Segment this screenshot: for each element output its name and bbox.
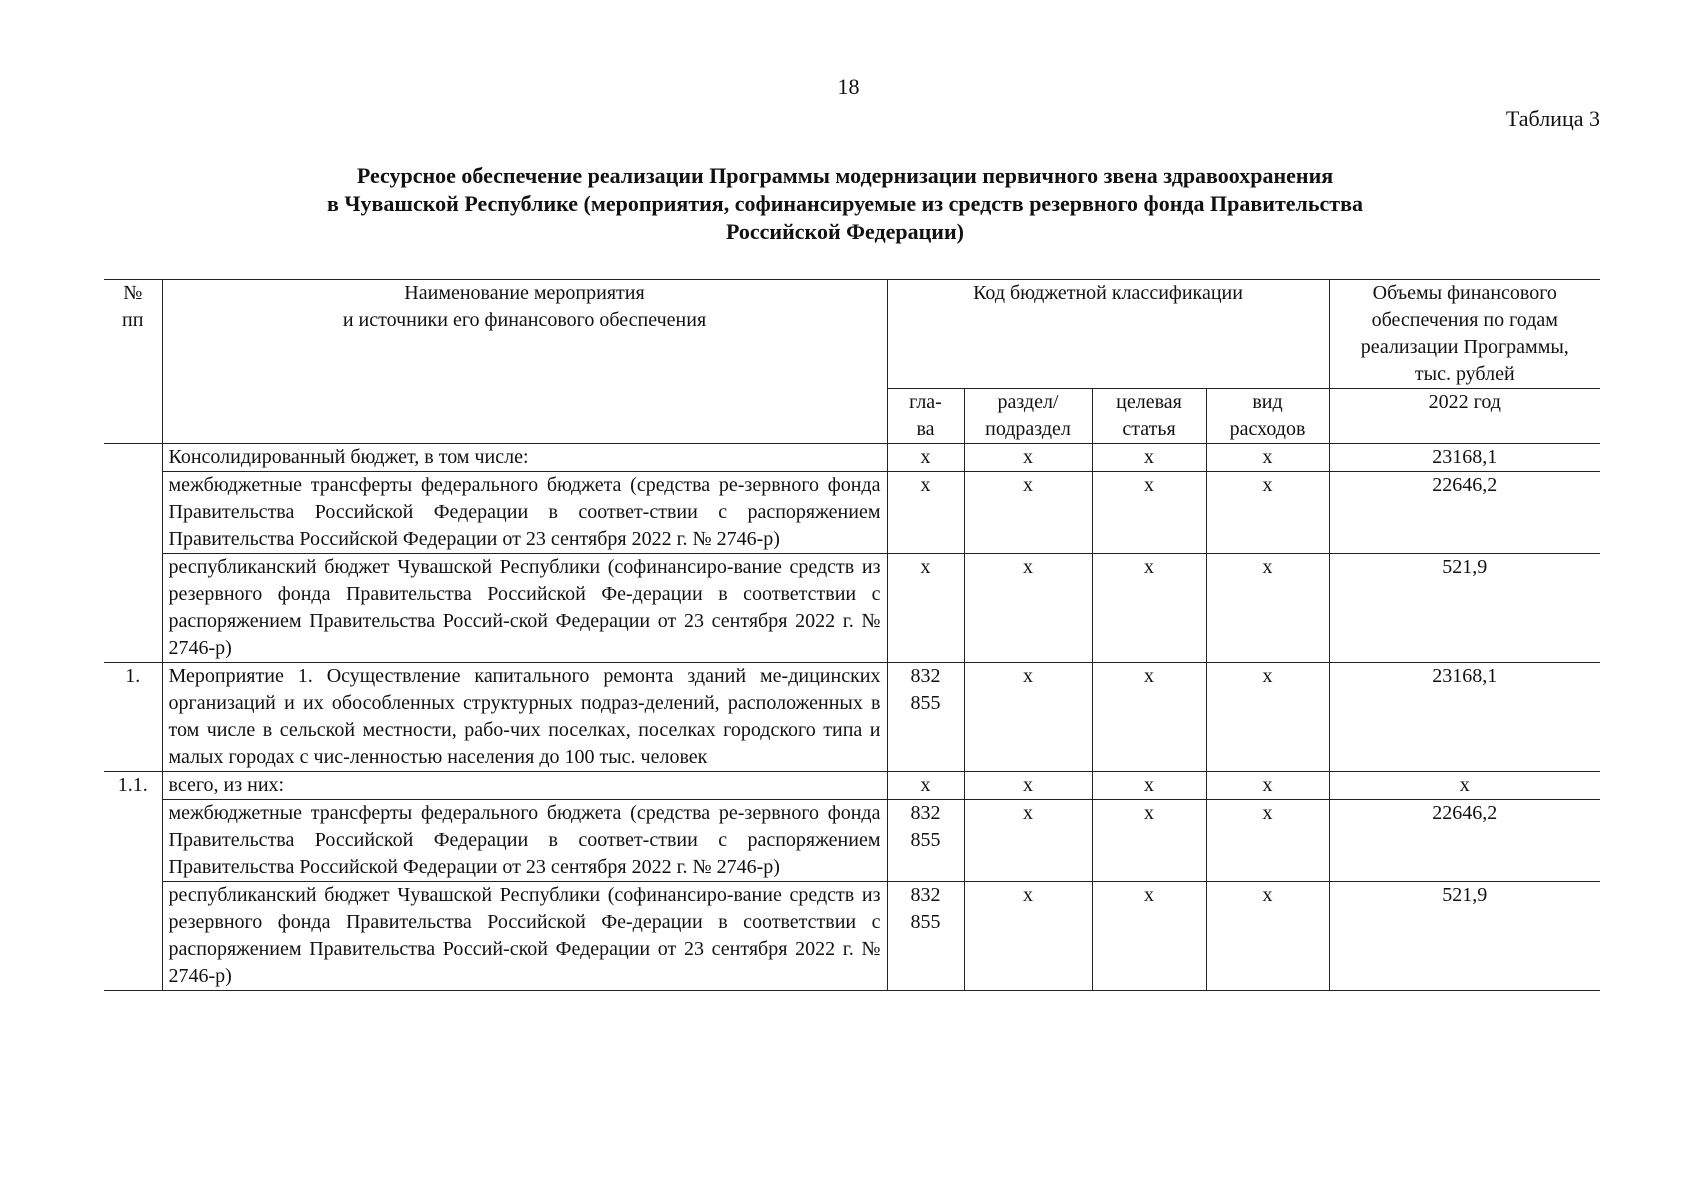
table-row — [104, 663, 1600, 772]
row-name: республиканский бюджет Чувашской Республики (софинансиро-вание средств из резервного фонда Правительства Российской Фе-дерации в соответствии с распоряжением Правительства Россий-ской Федерации от 23 сентября 2022 г. № 2746-р) — [162, 554, 887, 663]
row-statya: x — [1092, 663, 1206, 772]
header-razdel: раздел/ подраздел — [964, 389, 1092, 444]
title-line-3: Российской Федерации) — [726, 219, 964, 244]
row-glava — [887, 444, 964, 472]
row-value: 23168,1 — [1329, 444, 1600, 472]
table-row — [104, 554, 1600, 663]
table-row — [104, 444, 1600, 472]
table-row — [104, 772, 1600, 800]
row-statya: x — [1092, 554, 1206, 663]
document-title — [130, 162, 1560, 246]
table-row — [104, 800, 1600, 882]
row-number — [104, 444, 162, 472]
header-name: Наименование мероприятия и источники его финансового обеспечения — [162, 280, 887, 444]
row-razdel: x — [964, 554, 1092, 663]
glava-code: 855 — [910, 911, 941, 933]
row-name: Консолидированный бюджет, в том числе: — [162, 444, 887, 472]
row-number — [104, 554, 162, 663]
row-number: 1. — [104, 663, 162, 772]
row-statya: x — [1092, 444, 1206, 472]
glava-code: 855 — [910, 829, 941, 851]
row-name: межбюджетные трансферты федерального бюджета (средства ре-зервного фонда Правительства Российской Федерации в соответ-ствии с распоряжением Правительства Российской Федерации от 23 сентября 2022 г. № 2746-р) — [162, 800, 887, 882]
row-vid: x — [1206, 554, 1329, 663]
header-statya: целевая статья — [1092, 389, 1206, 444]
row-value: 23168,1 — [1329, 663, 1600, 772]
header-row-1 — [104, 280, 1600, 389]
row-statya: x — [1092, 772, 1206, 800]
row-glava — [887, 554, 964, 663]
header-vid: вид расходов — [1206, 389, 1329, 444]
row-glava — [887, 472, 964, 554]
row-number — [104, 882, 162, 991]
row-number — [104, 800, 162, 882]
row-statya: x — [1092, 882, 1206, 991]
glava-code: 832 — [910, 884, 941, 906]
row-vid: x — [1206, 472, 1329, 554]
row-value: 521,9 — [1329, 882, 1600, 991]
row-number — [104, 472, 162, 554]
page-number: 18 — [837, 74, 860, 99]
title-line-2: в Чувашской Республике (мероприятия, софинансируемые из средств резервного фонда Правительства — [327, 191, 1363, 216]
row-razdel: x — [964, 472, 1092, 554]
row-vid: x — [1206, 800, 1329, 882]
row-statya: x — [1092, 800, 1206, 882]
row-glava — [887, 663, 964, 772]
header-glava: гла- ва — [887, 389, 964, 444]
row-statya: x — [1092, 472, 1206, 554]
row-value: 22646,2 — [1329, 800, 1600, 882]
glava-code: x — [920, 446, 931, 468]
glava-code: 832 — [910, 802, 941, 824]
row-number: 1.1. — [104, 772, 162, 800]
row-razdel: x — [964, 663, 1092, 772]
table-label: Таблица 3 — [1505, 106, 1600, 131]
row-vid: x — [1206, 444, 1329, 472]
resource-table — [104, 279, 1600, 991]
row-glava — [887, 800, 964, 882]
row-value: x — [1329, 772, 1600, 800]
row-name: всего, из них: — [162, 772, 887, 800]
glava-code: 855 — [910, 692, 941, 714]
row-value: 22646,2 — [1329, 472, 1600, 554]
header-kbk: Код бюджетной классификации — [887, 280, 1329, 389]
row-vid: x — [1206, 663, 1329, 772]
header-num: № пп — [104, 280, 162, 444]
row-name: республиканский бюджет Чувашской Республики (софинансиро-вание средств из резервного фонда Правительства Российской Фе-дерации в соответствии с распоряжением Правительства Россий-ской Федерации от 23 сентября 2022 г. № 2746-р) — [162, 882, 887, 991]
title-line-1: Ресурсное обеспечение реализации Программы модернизации первичного звена здравоохранения — [356, 163, 1334, 188]
row-razdel: x — [964, 882, 1092, 991]
table-row — [104, 882, 1600, 991]
glava-code: x — [920, 556, 931, 578]
row-razdel: x — [964, 800, 1092, 882]
row-name: межбюджетные трансферты федерального бюджета (средства ре-зервного фонда Правительства Российской Федерации в соответ-ствии с распоряжением Правительства Российской Федерации от 23 сентября 2022 г. № 2746-р) — [162, 472, 887, 554]
header-year: 2022 год — [1329, 389, 1600, 444]
row-vid: x — [1206, 882, 1329, 991]
header-volume: Объемы финансового обеспечения по годам реализации Программы, тыс. рублей — [1329, 280, 1600, 389]
glava-code: 832 — [910, 665, 941, 687]
row-vid: x — [1206, 772, 1329, 800]
table-row — [104, 472, 1600, 554]
row-name: Мероприятие 1. Осуществление капитального ремонта зданий ме-дицинских организаций и их обособленных структурных подраз-делений, расположенных в том числе в сельской местности, рабо-чих поселках, поселках городского типа и малых городах с чис-ленностью населения до 100 тыс. человек — [162, 663, 887, 772]
glava-code: x — [920, 774, 931, 796]
row-razdel: x — [964, 444, 1092, 472]
glava-code: x — [920, 474, 931, 496]
row-glava — [887, 772, 964, 800]
row-razdel: x — [964, 772, 1092, 800]
row-glava — [887, 882, 964, 991]
row-value: 521,9 — [1329, 554, 1600, 663]
